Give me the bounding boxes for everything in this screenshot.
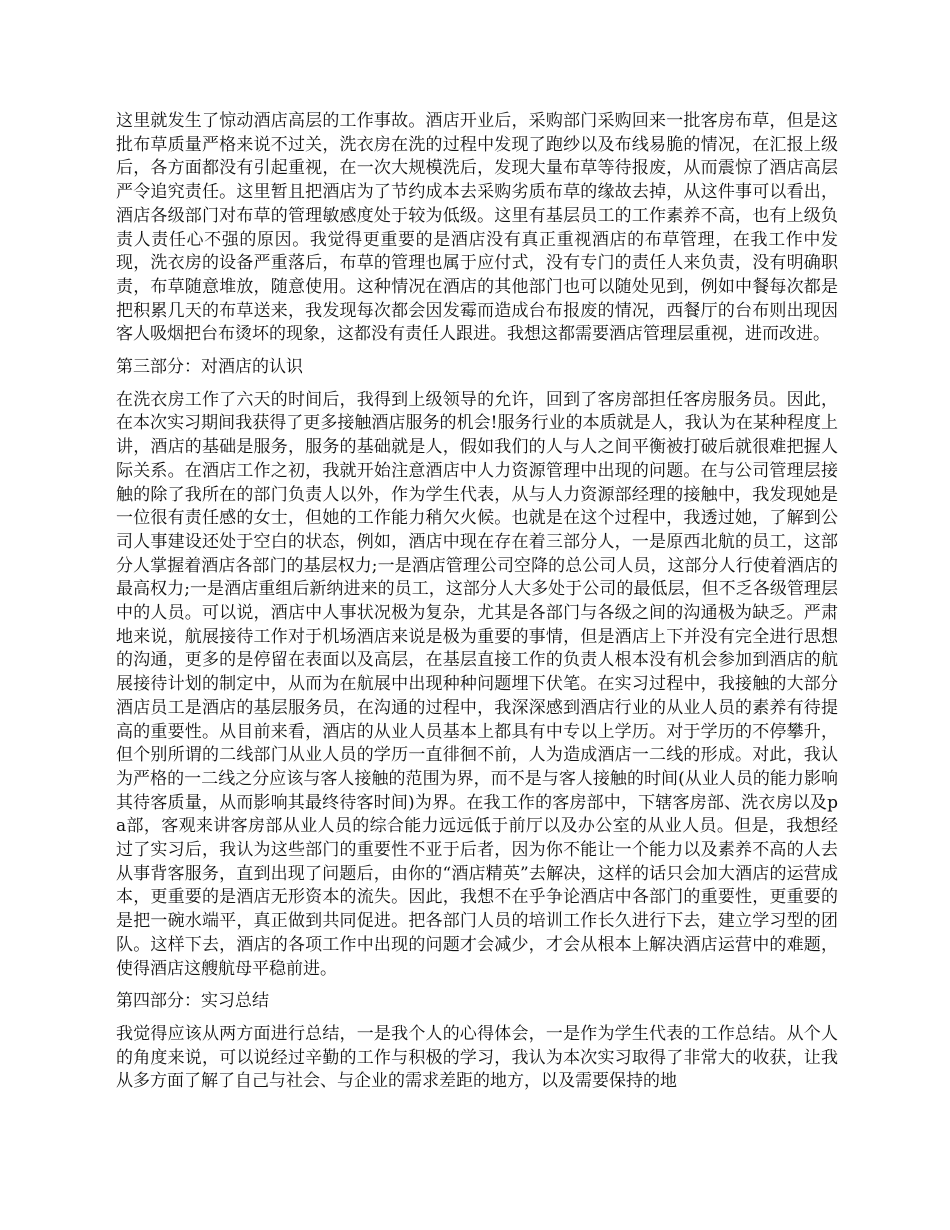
section-heading-part-three: 第三部分：对酒店的认识 xyxy=(116,357,303,377)
paragraph-hotel-understanding: 在洗衣房工作了六天的时间后，我得到上级领导的允许，回到了客房部担任客房服务员。因此，在本次实习期间我获得了更多接触酒店服务的机会!服务行业的本质就是人，我认为在某种程度上讲，酒店的基础是服务，服务的基础就是人，假如我们的人与人之间平衡被打破后就很难把握人际关系。在酒店工作之初，我就开始注意酒店中人力资源管理中出现的问题。在与公司管理层接触的除了我所在的部门负责人以外，作为学生代表，从与人力资源部经理的接触中，我发现她是一位很有责任感的女士，但她的工作能力稍欠火候。也就是在这个过程中，我透过她，了解到公司人事建设还处于空白的状态，例如，酒店中现在存在着三部分人，一是原西北航的员工，这部分人掌握着酒店各部门的基层权力;一是酒店管理公司空降的总公司人员，这部分人行使着酒店的最高权力;一是酒店重组后新纳进来的员工，这部分人大多处于公司的最低层，但不乏各级管理层中的人员。可以说，酒店中人事状况极为复杂，尤其是各部门与各级之间的沟通极为缺乏。严肃地来说，航展接待工作对于机场酒店来说是极为重要的事情，但是酒店上下并没有完全进行思想的沟通，更多的是停留在表面以及高层，在基层直接工作的负责人根本没有机会参加到酒店的航展接待计划的制定中，从而为在航展中出现种种问题埋下伏笔。在实习过程中，我接触的大部分酒店员工是酒店的基层服务员，在沟通的过程中，我深深感到酒店行业的从业人员的素养有待提高的重要性。从目前来看，酒店的从业人员基本上都具有中专以上学历。对于学历的不停攀升，但个别所谓的二线部门从业人员的学历一直徘徊不前，人为造成酒店一二线的形成。对此，我认为严格的一二线之分应该与客人接触的范围为界，而不是与客人接触的时间(从业人员的能力影响其待客质量，从而影响其最终待客时间)为界。在我工作的客房部中，下辖客房部、洗衣房以及pa部，客观来讲客房部从业人员的综合能力远远低于前厅以及办公室的从业人员。但是，我想经过了实习后，我认为这些部门的重要性不亚于后者，因为你不能让一个能力以及素养不高的人去从事背客服务，直到出现了问题后，由你的“酒店精英”去解决，这样的话只会加大酒店的运营成本，更重要的是酒店无形资本的流失。因此，我想不在乎争论酒店中各部门的重要性，更重要的是把一碗水端平，真正做到共同促进。把各部门人员的培训工作长久进行下去，建立学习型的团队。这样下去，酒店的各项工作中出现的问题才会减少，才会从根本上解决酒店运营中的难题，使得酒店这艘航母平稳前进。 xyxy=(116,389,838,979)
paragraph-laundry-incident: 这里就发生了惊动酒店高层的工作事故。酒店开业后，采购部门采购回来一批客房布草，但是这批布草质量严格来说不过关，洗衣房在洗的过程中发现了跑纱以及布线易脆的情况，在汇报上级后，各方面都没有引起重视，在一次大规模洗后，发现大量布草等待报废，从而震惊了酒店高层严令追究责任。这里暂且把酒店为了节约成本去采购劣质布草的缘故去掉，从这件事可以看出，酒店各级部门对布草的管理敏感度处于较为低级。这里有基层员工的工作素养不高，也有上级负责人责任心不强的原因。我觉得更重要的是酒店没有真正重视酒店的布草管理，在我工作中发现，洗衣房的设备严重落后，布草的管理也属于应付式，没有专门的责任人来负责，没有明确职责，布草随意堆放，随意使用。这种情况在酒店的其他部门也可以随处见到，例如中餐每次都是把积累几天的布草送来，我发现每次都会因发霉而造成台布报废的情况，西餐厅的台布则出现因客人吸烟把台布烫坏的现象，这都没有责任人跟进。我想这都需要酒店管理层重视，进而改进。 xyxy=(116,111,838,345)
paragraph-internship-summary: 我觉得应该从两方面进行总结，一是我个人的心得体会，一是作为学生代表的工作总结。从个人的角度来说，可以说经过辛勤的工作与积极的学习，我认为本次实习取得了非常大的收获，让我从多方面了解了自己与社会、与企业的需求差距的地方，以及需要保持的地 xyxy=(116,1023,838,1092)
document-page xyxy=(116,110,838,1094)
section-heading-part-four: 第四部分：实习总结 xyxy=(116,991,269,1012)
